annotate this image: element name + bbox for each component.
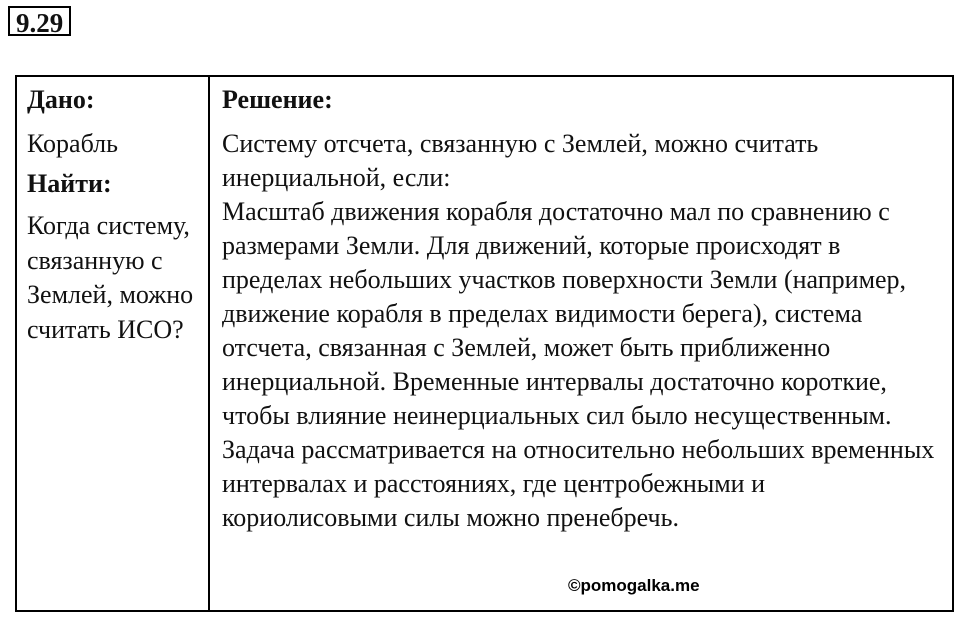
solution-column (210, 77, 952, 610)
watermark-text: ©pomogalka.me (568, 576, 700, 595)
find-heading: Найти: (27, 169, 112, 198)
given-column (17, 77, 210, 610)
solution-paragraph: Масштаб движения корабля достаточно мал по сравнению с размерами Земли. Для движений, которые происходят в пределах небольших участков поверхности Земли (например, движение корабля в пределах видимости берега), система отсчета, связанная с Землей, может быть приближенно инерциальной. Временные интервалы достаточно короткие, чтобы влияние неинерциальных сил было несущественным. Задача рассматривается на относительно небольших временных интервалах и расстояниях, где центробежными и кориолисовыми силы можно пренебречь. (222, 197, 935, 532)
solution-paragraph: Систему отсчета, связанную с Землей, можно считать инерциальной, если: (222, 129, 819, 192)
solution-heading: Решение: (222, 85, 333, 114)
given-value: Корабль (27, 129, 118, 158)
solution-table (15, 75, 954, 612)
problem-number: 9.29 (8, 6, 71, 36)
given-heading: Дано: (27, 85, 95, 114)
find-question: Когда систему, связанную с Землей, можно считать ИСО? (27, 211, 194, 344)
